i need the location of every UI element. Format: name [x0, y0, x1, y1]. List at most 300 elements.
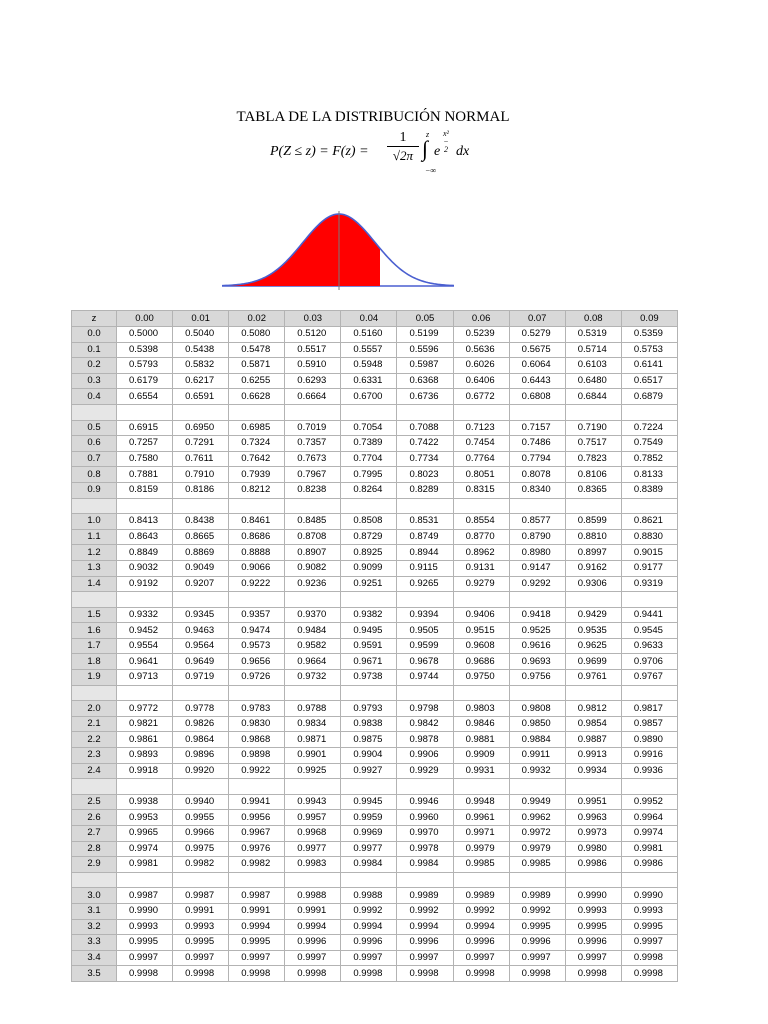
table-row	[72, 919, 678, 935]
integral-sign: ∫	[422, 136, 429, 161]
probability-cell: 0.9945	[341, 794, 397, 810]
probability-cell: 0.9997	[565, 950, 621, 966]
table-row	[72, 576, 678, 592]
header-row	[72, 311, 678, 327]
probability-cell: 0.9535	[565, 623, 621, 639]
probability-cell: 0.9783	[229, 701, 285, 717]
probability-cell: 0.9949	[509, 794, 565, 810]
probability-cell: 0.9015	[621, 545, 677, 561]
probability-cell: 0.9484	[285, 623, 341, 639]
probability-cell: 0.8186	[173, 482, 229, 498]
empty-cell	[285, 498, 341, 514]
z-value-cell: 0.8	[72, 467, 117, 483]
column-header: 0.07	[509, 311, 565, 327]
table-row	[72, 451, 678, 467]
probability-cell: 0.9726	[229, 670, 285, 686]
probability-cell: 0.8907	[285, 545, 341, 561]
column-header: 0.09	[621, 311, 677, 327]
z-value-cell: 3.4	[72, 950, 117, 966]
probability-cell: 0.9838	[341, 716, 397, 732]
probability-cell: 0.9474	[229, 623, 285, 639]
probability-cell: 0.8997	[565, 545, 621, 561]
probability-cell: 0.9993	[621, 903, 677, 919]
probability-cell: 0.8133	[621, 467, 677, 483]
z-value-cell: 1.6	[72, 623, 117, 639]
probability-cell: 0.9989	[453, 888, 509, 904]
probability-cell: 0.9994	[229, 919, 285, 935]
empty-cell	[565, 872, 621, 888]
probability-cell: 0.5199	[397, 327, 453, 343]
column-header: 0.03	[285, 311, 341, 327]
probability-cell: 0.9997	[285, 950, 341, 966]
probability-cell: 0.5438	[173, 342, 229, 358]
probability-cell: 0.9115	[397, 560, 453, 576]
probability-cell: 0.8708	[285, 529, 341, 545]
z-value-cell: 2.7	[72, 826, 117, 842]
probability-cell: 0.9977	[341, 841, 397, 857]
probability-cell: 0.5120	[285, 327, 341, 343]
probability-cell: 0.9678	[397, 654, 453, 670]
probability-cell: 0.9616	[509, 638, 565, 654]
empty-cell	[72, 592, 117, 608]
probability-cell: 0.5948	[341, 358, 397, 374]
probability-cell: 0.9671	[341, 654, 397, 670]
empty-cell	[72, 872, 117, 888]
table-row	[72, 327, 678, 343]
probability-cell: 0.9951	[565, 794, 621, 810]
probability-cell: 0.7357	[285, 436, 341, 452]
column-header: 0.02	[229, 311, 285, 327]
z-value-cell: 1.9	[72, 670, 117, 686]
probability-cell: 0.9868	[229, 732, 285, 748]
empty-cell	[173, 872, 229, 888]
probability-cell: 0.8810	[565, 529, 621, 545]
probability-cell: 0.8749	[397, 529, 453, 545]
empty-cell	[509, 779, 565, 795]
probability-cell: 0.7704	[341, 451, 397, 467]
probability-cell: 0.9554	[117, 638, 173, 654]
probability-cell: 0.9918	[117, 763, 173, 779]
probability-cell: 0.8599	[565, 514, 621, 530]
z-table	[71, 310, 678, 982]
probability-cell: 0.9997	[453, 950, 509, 966]
empty-cell	[173, 685, 229, 701]
probability-cell: 0.9991	[285, 903, 341, 919]
probability-cell: 0.7580	[117, 451, 173, 467]
probability-cell: 0.8389	[621, 482, 677, 498]
probability-cell: 0.9808	[509, 701, 565, 717]
empty-cell	[117, 404, 173, 420]
probability-cell: 0.6064	[509, 358, 565, 374]
probability-cell: 0.9984	[397, 857, 453, 873]
empty-cell	[397, 498, 453, 514]
probability-cell: 0.6480	[565, 373, 621, 389]
probability-cell: 0.9911	[509, 748, 565, 764]
probability-cell: 0.8461	[229, 514, 285, 530]
probability-cell: 0.7764	[453, 451, 509, 467]
table-body	[72, 327, 678, 982]
empty-cell	[285, 685, 341, 701]
probability-cell: 0.9664	[285, 654, 341, 670]
probability-cell: 0.8508	[341, 514, 397, 530]
probability-cell: 0.7088	[397, 420, 453, 436]
probability-cell: 0.9974	[621, 826, 677, 842]
probability-cell: 0.9830	[229, 716, 285, 732]
table-row	[72, 420, 678, 436]
spacer-row	[72, 872, 678, 888]
empty-cell	[72, 498, 117, 514]
probability-cell: 0.7939	[229, 467, 285, 483]
probability-cell: 0.9997	[117, 950, 173, 966]
table-row	[72, 841, 678, 857]
probability-cell: 0.9834	[285, 716, 341, 732]
probability-cell: 0.9279	[453, 576, 509, 592]
table-row	[72, 545, 678, 561]
probability-cell: 0.8106	[565, 467, 621, 483]
probability-cell: 0.9956	[229, 810, 285, 826]
empty-cell	[173, 404, 229, 420]
probability-cell: 0.6950	[173, 420, 229, 436]
probability-cell: 0.9953	[117, 810, 173, 826]
probability-cell: 0.9998	[117, 966, 173, 982]
probability-cell: 0.5478	[229, 342, 285, 358]
probability-cell: 0.9846	[453, 716, 509, 732]
probability-cell: 0.9463	[173, 623, 229, 639]
z-value-cell: 2.8	[72, 841, 117, 857]
probability-cell: 0.9850	[509, 716, 565, 732]
probability-cell: 0.9996	[509, 935, 565, 951]
probability-cell: 0.7549	[621, 436, 677, 452]
spacer-row	[72, 779, 678, 795]
probability-cell: 0.9976	[229, 841, 285, 857]
probability-cell: 0.9993	[173, 919, 229, 935]
empty-cell	[341, 592, 397, 608]
probability-cell: 0.9998	[229, 966, 285, 982]
empty-cell	[341, 685, 397, 701]
probability-cell: 0.6915	[117, 420, 173, 436]
probability-cell: 0.7486	[509, 436, 565, 452]
probability-cell: 0.7823	[565, 451, 621, 467]
probability-cell: 0.9545	[621, 623, 677, 639]
table-row	[72, 966, 678, 982]
probability-cell: 0.8413	[117, 514, 173, 530]
probability-cell: 0.9982	[229, 857, 285, 873]
table-row	[72, 389, 678, 405]
probability-cell: 0.9857	[621, 716, 677, 732]
table-row	[72, 607, 678, 623]
z-value-cell: 0.2	[72, 358, 117, 374]
probability-cell: 0.5279	[509, 327, 565, 343]
probability-cell: 0.9861	[117, 732, 173, 748]
empty-cell	[453, 498, 509, 514]
probability-cell: 0.9995	[565, 919, 621, 935]
empty-cell	[621, 872, 677, 888]
probability-cell: 0.9998	[509, 966, 565, 982]
empty-cell	[565, 404, 621, 420]
formula-denominator: √2π	[392, 148, 414, 163]
empty-cell	[453, 872, 509, 888]
probability-cell: 0.9452	[117, 623, 173, 639]
empty-cell	[565, 779, 621, 795]
probability-cell: 0.9972	[509, 826, 565, 842]
table-row	[72, 467, 678, 483]
probability-cell: 0.9946	[397, 794, 453, 810]
empty-cell	[565, 685, 621, 701]
probability-cell: 0.9996	[397, 935, 453, 951]
probability-cell: 0.6554	[117, 389, 173, 405]
table-row	[72, 514, 678, 530]
probability-cell: 0.8577	[509, 514, 565, 530]
z-value-cell: 3.5	[72, 966, 117, 982]
probability-cell: 0.9929	[397, 763, 453, 779]
z-value-cell: 2.4	[72, 763, 117, 779]
z-value-cell: 3.1	[72, 903, 117, 919]
probability-cell: 0.9049	[173, 560, 229, 576]
probability-cell: 0.6141	[621, 358, 677, 374]
probability-cell: 0.5517	[285, 342, 341, 358]
z-value-cell: 0.9	[72, 482, 117, 498]
probability-cell: 0.9998	[397, 966, 453, 982]
table-row	[72, 950, 678, 966]
probability-cell: 0.9993	[117, 919, 173, 935]
z-value-cell: 1.2	[72, 545, 117, 561]
empty-cell	[565, 498, 621, 514]
probability-cell: 0.9131	[453, 560, 509, 576]
empty-cell	[173, 779, 229, 795]
probability-cell: 0.9251	[341, 576, 397, 592]
empty-cell	[565, 592, 621, 608]
exponent-numerator: x²	[443, 129, 449, 138]
probability-cell: 0.9986	[621, 857, 677, 873]
probability-cell: 0.9066	[229, 560, 285, 576]
probability-cell: 0.9761	[565, 670, 621, 686]
probability-cell: 0.5832	[173, 358, 229, 374]
empty-cell	[621, 779, 677, 795]
probability-cell: 0.7257	[117, 436, 173, 452]
probability-cell: 0.9222	[229, 576, 285, 592]
empty-cell	[173, 498, 229, 514]
probability-cell: 0.8531	[397, 514, 453, 530]
empty-cell	[229, 592, 285, 608]
probability-cell: 0.8849	[117, 545, 173, 561]
probability-cell: 0.9927	[341, 763, 397, 779]
probability-cell: 0.5319	[565, 327, 621, 343]
probability-cell: 0.9992	[341, 903, 397, 919]
probability-cell: 0.9370	[285, 607, 341, 623]
probability-cell: 0.9706	[621, 654, 677, 670]
formula-fraction	[387, 131, 419, 164]
probability-cell: 0.9989	[509, 888, 565, 904]
probability-cell: 0.7852	[621, 451, 677, 467]
z-value-cell: 2.6	[72, 810, 117, 826]
table-row	[72, 810, 678, 826]
probability-cell: 0.6517	[621, 373, 677, 389]
table-row	[72, 623, 678, 639]
table-row	[72, 935, 678, 951]
probability-cell: 0.9997	[173, 950, 229, 966]
table-row	[72, 529, 678, 545]
probability-cell: 0.9032	[117, 560, 173, 576]
probability-cell: 0.8289	[397, 482, 453, 498]
probability-cell: 0.8770	[453, 529, 509, 545]
probability-cell: 0.9990	[565, 888, 621, 904]
probability-cell: 0.9772	[117, 701, 173, 717]
table-row	[72, 701, 678, 717]
probability-cell: 0.9441	[621, 607, 677, 623]
probability-cell: 0.6591	[173, 389, 229, 405]
empty-cell	[117, 498, 173, 514]
probability-cell: 0.9997	[229, 950, 285, 966]
probability-cell: 0.9884	[509, 732, 565, 748]
probability-cell: 0.7291	[173, 436, 229, 452]
probability-cell: 0.6879	[621, 389, 677, 405]
z-value-cell: 0.7	[72, 451, 117, 467]
probability-cell: 0.9099	[341, 560, 397, 576]
empty-cell	[621, 498, 677, 514]
probability-cell: 0.9893	[117, 748, 173, 764]
probability-cell: 0.9719	[173, 670, 229, 686]
table-row	[72, 342, 678, 358]
probability-cell: 0.9525	[509, 623, 565, 639]
empty-cell	[117, 872, 173, 888]
probability-cell: 0.9983	[285, 857, 341, 873]
probability-cell: 0.5000	[117, 327, 173, 343]
empty-cell	[509, 872, 565, 888]
table-header	[72, 311, 678, 327]
probability-cell: 0.9994	[341, 919, 397, 935]
probability-cell: 0.6700	[341, 389, 397, 405]
probability-cell: 0.9505	[397, 623, 453, 639]
probability-cell: 0.9788	[285, 701, 341, 717]
probability-cell: 0.9265	[397, 576, 453, 592]
probability-cell: 0.9978	[397, 841, 453, 857]
empty-cell	[509, 404, 565, 420]
probability-cell: 0.9913	[565, 748, 621, 764]
probability-cell: 0.6736	[397, 389, 453, 405]
exponential-base: e	[434, 144, 441, 159]
probability-cell: 0.6406	[453, 373, 509, 389]
table-row	[72, 436, 678, 452]
probability-cell: 0.9641	[117, 654, 173, 670]
probability-cell: 0.9998	[453, 966, 509, 982]
probability-cell: 0.9957	[285, 810, 341, 826]
probability-cell: 0.8023	[397, 467, 453, 483]
probability-cell: 0.7454	[453, 436, 509, 452]
table-row	[72, 654, 678, 670]
probability-cell: 0.9793	[341, 701, 397, 717]
column-header: 0.04	[341, 311, 397, 327]
shaded-area	[222, 214, 380, 286]
empty-cell	[397, 685, 453, 701]
probability-cell: 0.9633	[621, 638, 677, 654]
probability-cell: 0.9995	[621, 919, 677, 935]
probability-cell: 0.6443	[509, 373, 565, 389]
probability-cell: 0.9969	[341, 826, 397, 842]
probability-cell: 0.9991	[229, 903, 285, 919]
probability-cell: 0.6985	[229, 420, 285, 436]
probability-cell: 0.9990	[117, 903, 173, 919]
table-row	[72, 732, 678, 748]
probability-cell: 0.9977	[285, 841, 341, 857]
probability-cell: 0.8438	[173, 514, 229, 530]
probability-cell: 0.9979	[453, 841, 509, 857]
formula-numerator: 1	[399, 130, 407, 145]
probability-cell: 0.7054	[341, 420, 397, 436]
probability-cell: 0.5871	[229, 358, 285, 374]
probability-cell: 0.9973	[565, 826, 621, 842]
probability-cell: 0.9812	[565, 701, 621, 717]
column-header: 0.06	[453, 311, 509, 327]
probability-cell: 0.9693	[509, 654, 565, 670]
probability-cell: 0.6293	[285, 373, 341, 389]
empty-cell	[453, 592, 509, 608]
probability-cell: 0.9997	[397, 950, 453, 966]
probability-cell: 0.9959	[341, 810, 397, 826]
probability-cell: 0.9901	[285, 748, 341, 764]
exponent	[443, 130, 449, 154]
probability-cell: 0.9878	[397, 732, 453, 748]
empty-cell	[117, 685, 173, 701]
probability-cell: 0.8665	[173, 529, 229, 545]
probability-cell: 0.9948	[453, 794, 509, 810]
probability-cell: 0.9940	[173, 794, 229, 810]
z-value-cell: 2.5	[72, 794, 117, 810]
z-value-cell: 2.1	[72, 716, 117, 732]
spacer-row	[72, 404, 678, 420]
probability-cell: 0.8888	[229, 545, 285, 561]
probability-cell: 0.9997	[621, 935, 677, 951]
probability-cell: 0.9985	[509, 857, 565, 873]
empty-cell	[453, 404, 509, 420]
empty-cell	[117, 592, 173, 608]
empty-cell	[341, 498, 397, 514]
z-value-cell: 3.3	[72, 935, 117, 951]
probability-cell: 0.7422	[397, 436, 453, 452]
empty-cell	[285, 779, 341, 795]
probability-cell: 0.9699	[565, 654, 621, 670]
probability-cell: 0.7019	[285, 420, 341, 436]
probability-cell: 0.5359	[621, 327, 677, 343]
empty-cell	[229, 779, 285, 795]
empty-cell	[285, 404, 341, 420]
probability-cell: 0.5793	[117, 358, 173, 374]
probability-cell: 0.8980	[509, 545, 565, 561]
probability-cell: 0.7967	[285, 467, 341, 483]
probability-cell: 0.9995	[173, 935, 229, 951]
table-row	[72, 716, 678, 732]
probability-cell: 0.9996	[565, 935, 621, 951]
probability-cell: 0.9998	[173, 966, 229, 982]
formula-differential: dx	[456, 144, 470, 159]
probability-cell: 0.9817	[621, 701, 677, 717]
probability-cell: 0.8554	[453, 514, 509, 530]
probability-cell: 0.9974	[117, 841, 173, 857]
probability-cell: 0.8869	[173, 545, 229, 561]
probability-cell: 0.9821	[117, 716, 173, 732]
probability-cell: 0.8159	[117, 482, 173, 498]
probability-cell: 0.9750	[453, 670, 509, 686]
probability-cell: 0.9981	[117, 857, 173, 873]
probability-cell: 0.9319	[621, 576, 677, 592]
probability-cell: 0.9890	[621, 732, 677, 748]
table-row	[72, 358, 678, 374]
probability-cell: 0.9996	[341, 935, 397, 951]
z-value-cell: 0.4	[72, 389, 117, 405]
probability-cell: 0.8264	[341, 482, 397, 498]
probability-cell: 0.9990	[621, 888, 677, 904]
probability-cell: 0.6628	[229, 389, 285, 405]
probability-cell: 0.9906	[397, 748, 453, 764]
